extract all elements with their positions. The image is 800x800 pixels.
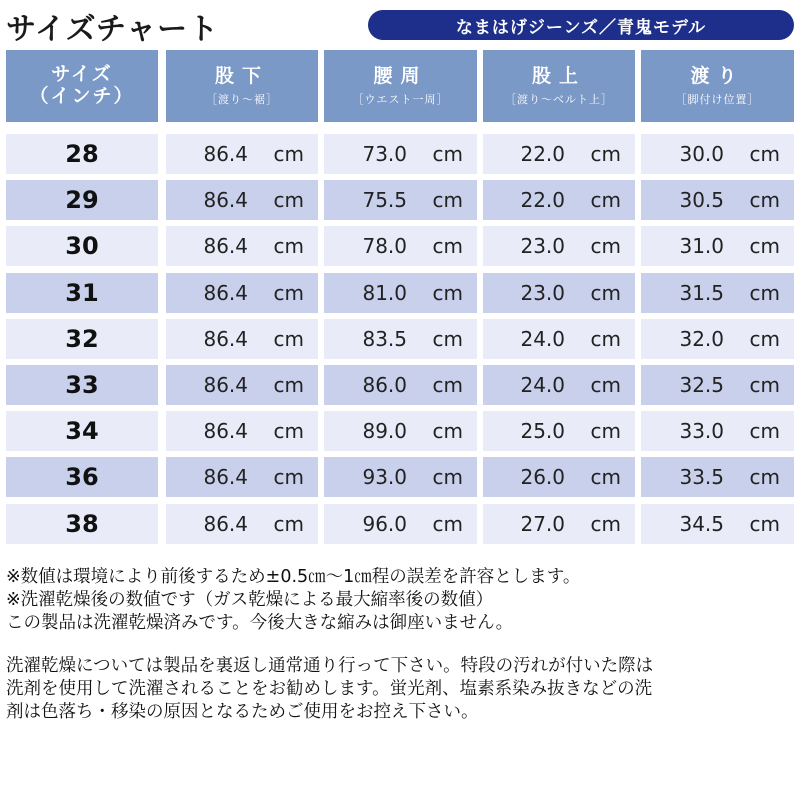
thigh-cell — [641, 273, 794, 313]
waist-cell — [324, 319, 477, 359]
waist-cell — [324, 457, 477, 497]
measurement-value: 81.0 — [362, 280, 407, 305]
thigh-cell — [641, 319, 794, 359]
measurement-value: 33.0 — [679, 419, 724, 444]
measurement-value: 86.4 — [203, 326, 248, 351]
thigh-cell — [641, 365, 794, 405]
inseam-cell — [166, 226, 318, 266]
measurement-unit: cm — [590, 511, 621, 536]
measurement-unit: cm — [749, 142, 780, 166]
header-label: 股上 — [531, 64, 586, 87]
measurement-value: 73.0 — [362, 142, 407, 166]
measurement-unit: cm — [590, 419, 621, 444]
measurement-unit: cm — [273, 465, 304, 490]
care-line-3: 剤は色落ち・移染の原因となるためご使用をお控え下さい。 — [6, 702, 479, 722]
notes-section — [6, 566, 796, 724]
thigh-cell — [641, 504, 794, 544]
waist-cell — [324, 504, 477, 544]
measurement-value: 93.0 — [362, 465, 407, 490]
size-cell: 32 — [6, 319, 158, 359]
care-line-1: 洗濯乾燥については製品を裏返し通常通り行って下さい。特段の汚れが付いた際は — [6, 656, 654, 676]
size-cell: 33 — [6, 365, 158, 405]
measurement-value: 78.0 — [362, 234, 407, 259]
size-cell: 38 — [6, 504, 158, 544]
measurement-value: 86.4 — [203, 419, 248, 444]
inseam-cell — [166, 457, 318, 497]
care-line-2: 洗剤を使用して洗濯されることをお勧めします。蛍光剤、塩素系染み抜きなどの洗 — [6, 679, 653, 699]
note-tolerance: ※数値は環境により前後するため±0.5㎝～1㎝程の誤差を許容とします。 — [6, 567, 581, 587]
waist-cell — [324, 365, 477, 405]
thigh-cell — [641, 457, 794, 497]
thigh-cell — [641, 226, 794, 266]
measurement-value: 22.0 — [520, 142, 565, 166]
measurement-value: 24.0 — [520, 326, 565, 351]
header-label: 腰周 — [373, 64, 428, 87]
measurement-unit: cm — [273, 142, 304, 166]
measurement-unit: cm — [432, 234, 463, 259]
measurement-value: 26.0 — [520, 465, 565, 490]
header-size — [6, 50, 158, 122]
inseam-cell — [166, 319, 318, 359]
measurement-unit: cm — [590, 142, 621, 166]
measurement-unit: cm — [432, 419, 463, 444]
measurement-value: 24.0 — [520, 373, 565, 397]
measurement-unit: cm — [749, 511, 780, 536]
measurement-value: 86.4 — [203, 188, 248, 213]
measurement-unit: cm — [273, 280, 304, 305]
measurement-value: 86.4 — [203, 280, 248, 305]
inseam-cell — [166, 365, 318, 405]
measurement-unit: cm — [432, 188, 463, 213]
measurement-unit: cm — [432, 373, 463, 397]
header-label: 渡り — [690, 64, 745, 87]
note-preshrunk: この製品は洗濯乾燥済みです。今後大きな縮みは御座いません。 — [6, 613, 514, 633]
measurement-value: 23.0 — [520, 280, 565, 305]
measurement-unit: cm — [749, 188, 780, 213]
measurement-value: 23.0 — [520, 234, 565, 259]
waist-cell — [324, 134, 477, 174]
measurement-unit: cm — [432, 465, 463, 490]
measurement-unit: cm — [273, 188, 304, 213]
measurement-unit: cm — [749, 465, 780, 490]
header-label: 股下 — [214, 64, 269, 87]
measurement-value: 30.5 — [679, 188, 724, 213]
measurement-value: 86.4 — [203, 373, 248, 397]
measurement-unit: cm — [590, 326, 621, 351]
measurement-value: 27.0 — [520, 511, 565, 536]
measurement-unit: cm — [749, 326, 780, 351]
size-cell: 34 — [6, 411, 158, 451]
inseam-cell — [166, 273, 318, 313]
measurement-value: 32.0 — [679, 326, 724, 351]
waist-cell — [324, 273, 477, 313]
thigh-cell — [641, 134, 794, 174]
rise-cell — [483, 134, 635, 174]
size-cell: 30 — [6, 226, 158, 266]
measurement-unit: cm — [432, 511, 463, 536]
header-thigh — [641, 50, 794, 122]
measurement-unit: cm — [590, 234, 621, 259]
brand-badge: なまはげジーンズ／青鬼モデル — [368, 10, 794, 40]
measurement-unit: cm — [273, 326, 304, 351]
page-title: サイズチャート — [6, 12, 220, 47]
header-waist — [324, 50, 477, 122]
measurement-unit: cm — [590, 188, 621, 213]
size-cell: 29 — [6, 180, 158, 220]
measurement-value: 89.0 — [362, 419, 407, 444]
rise-cell — [483, 180, 635, 220]
measurement-value: 31.5 — [679, 280, 724, 305]
measurement-unit: cm — [273, 419, 304, 444]
header-rise — [483, 50, 635, 122]
measurement-value: 33.5 — [679, 465, 724, 490]
header-sublabel: ［渡り～裾］ — [206, 93, 278, 107]
measurement-value: 86.4 — [203, 511, 248, 536]
rise-cell — [483, 365, 635, 405]
measurement-value: 96.0 — [362, 511, 407, 536]
measurement-unit: cm — [590, 373, 621, 397]
measurement-value: 31.0 — [679, 234, 724, 259]
measurement-unit: cm — [432, 326, 463, 351]
size-cell: 31 — [6, 273, 158, 313]
header-sublabel: ［脚付け位置］ — [675, 93, 760, 107]
waist-cell — [324, 180, 477, 220]
rise-cell — [483, 226, 635, 266]
measurement-unit: cm — [273, 373, 304, 397]
rise-cell — [483, 273, 635, 313]
measurement-value: 75.5 — [362, 188, 407, 213]
measurement-unit: cm — [590, 465, 621, 490]
measurement-unit: cm — [273, 234, 304, 259]
measurement-value: 22.0 — [520, 188, 565, 213]
size-cell: 28 — [6, 134, 158, 174]
measurement-value: 83.5 — [362, 326, 407, 351]
note-after-drying: ※洗濯乾燥後の数値です（ガス乾燥による最大縮率後の数値） — [6, 590, 494, 610]
thigh-cell — [641, 411, 794, 451]
measurement-value: 34.5 — [679, 511, 724, 536]
measurement-unit: cm — [590, 280, 621, 305]
header-inseam — [166, 50, 318, 122]
measurement-unit: cm — [273, 511, 304, 536]
measurement-value: 32.5 — [679, 373, 724, 397]
header-sublabel: ［渡り～ベルト上］ — [505, 93, 613, 107]
measurement-value: 86.0 — [362, 373, 407, 397]
waist-cell — [324, 226, 477, 266]
measurement-unit: cm — [749, 373, 780, 397]
header-sublabel: ［ウエスト一周］ — [352, 93, 449, 107]
measurement-value: 25.0 — [520, 419, 565, 444]
header-label: サイズ （インチ） — [29, 63, 135, 107]
inseam-cell — [166, 504, 318, 544]
rise-cell — [483, 457, 635, 497]
rise-cell — [483, 411, 635, 451]
measurement-value: 86.4 — [203, 142, 248, 166]
measurement-value: 86.4 — [203, 234, 248, 259]
measurement-unit: cm — [432, 142, 463, 166]
inseam-cell — [166, 134, 318, 174]
thigh-cell — [641, 180, 794, 220]
measurement-unit: cm — [432, 280, 463, 305]
size-cell: 36 — [6, 457, 158, 497]
measurement-unit: cm — [749, 419, 780, 444]
measurement-value: 86.4 — [203, 465, 248, 490]
measurement-unit: cm — [749, 280, 780, 305]
measurement-unit: cm — [749, 234, 780, 259]
rise-cell — [483, 319, 635, 359]
measurement-value: 30.0 — [679, 142, 724, 166]
inseam-cell — [166, 180, 318, 220]
rise-cell — [483, 504, 635, 544]
waist-cell — [324, 411, 477, 451]
inseam-cell — [166, 411, 318, 451]
